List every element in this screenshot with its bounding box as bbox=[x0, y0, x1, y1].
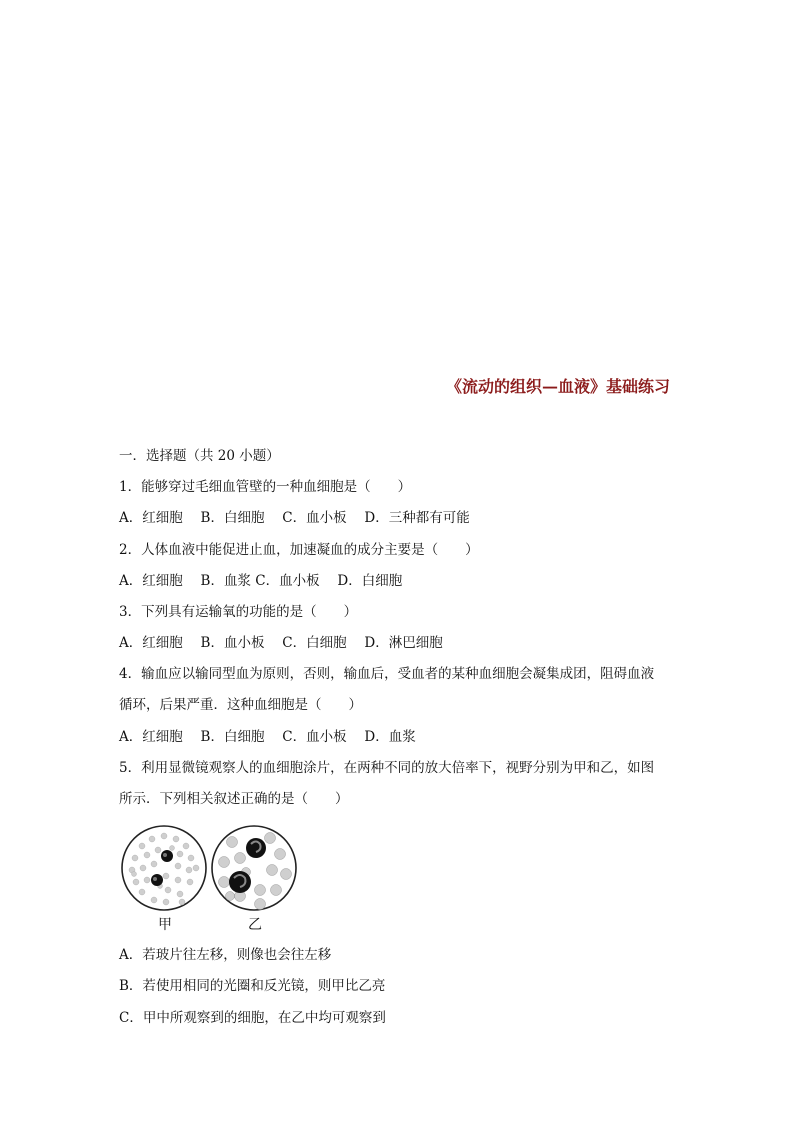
section-heading: 一．选择题（共 20 小题） bbox=[119, 448, 280, 464]
field-yi-image bbox=[212, 826, 296, 910]
question-2-options: A．红细胞 B．血浆 C．血小板 D．白细胞 bbox=[119, 573, 403, 589]
question-5-stem-line-2: 所示．下列相关叙述正确的是（ ） bbox=[119, 791, 349, 807]
figure-label-yi: 乙 bbox=[248, 917, 262, 933]
field-jia-image bbox=[122, 826, 206, 910]
question-5-option-c: C．甲中所观察到的细胞，在乙中均可观察到 bbox=[119, 1010, 386, 1026]
question-3-options: A．红细胞 B．血小板 C．白细胞 D．淋巴细胞 bbox=[119, 635, 443, 651]
question-4-stem-line-1: 4．输血应以输同型血为原则，否则，输血后，受血者的某种血细胞会凝集成团，阻碍血液 bbox=[119, 666, 655, 682]
question-5-stem-line-1: 5．利用显微镜观察人的血细胞涂片，在两种不同的放大倍率下，视野分别为甲和乙，如图 bbox=[119, 760, 655, 776]
question-4-options: A．红细胞 B．白细胞 C．血小板 D．血浆 bbox=[119, 729, 416, 745]
question-4-stem-line-2: 循环，后果严重．这种血细胞是（ ） bbox=[119, 697, 362, 713]
blood-smear-figure bbox=[120, 824, 300, 934]
question-2-stem: 2．人体血液中能促进止血，加速凝血的成分主要是（ ） bbox=[119, 542, 479, 558]
figure-label-jia: 甲 bbox=[158, 917, 172, 933]
question-1-stem: 1．能够穿过毛细血管壁的一种血细胞是（ ） bbox=[119, 479, 412, 495]
question-5-option-a: A．若玻片往左移，则像也会往左移 bbox=[119, 947, 332, 963]
question-3-stem: 3．下列具有运输氧的功能的是（ ） bbox=[119, 604, 358, 620]
question-1-options: A．红细胞 B．白细胞 C．血小板 D．三种都有可能 bbox=[119, 510, 470, 526]
microscope-fields-image bbox=[120, 824, 300, 914]
document-title: 《流动的组织—血液》基础练习 bbox=[445, 377, 670, 396]
question-5-option-b: B．若使用相同的光圈和反光镜，则甲比乙亮 bbox=[119, 978, 386, 994]
